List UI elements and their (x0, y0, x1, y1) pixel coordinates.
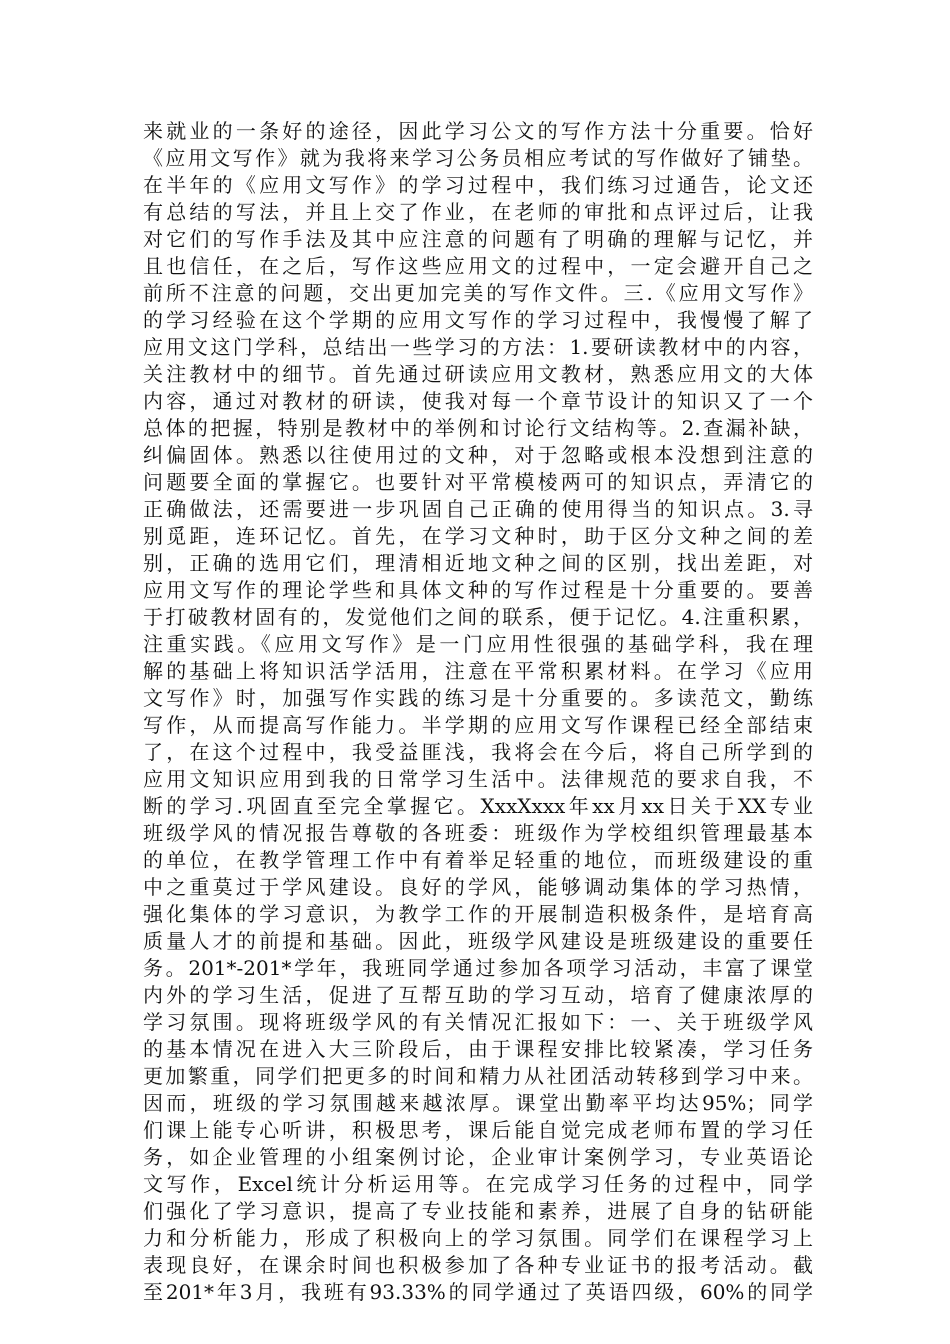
text-line: 断的学习.巩固直至完全掌握它。XxxXxxx年xx月xx日关于XX专业 (143, 794, 813, 818)
text-line: 务。201*-201*学年，我班同学通过参加各项学习活动，丰富了课堂 (143, 956, 813, 980)
text-line: 班级学风的情况报告尊敬的各班委：班级作为学校组织管理最基本 (143, 821, 813, 845)
text-line: 学习氛围。现将班级学风的有关情况汇报如下：一、关于班级学风 (143, 1010, 813, 1034)
text-line: 们课上能专心听讲，积极思考，课后能自觉完成老师布置的学习任 (143, 1118, 813, 1142)
text-line: 务，如企业管理的小组案例讨论，企业审计案例学习，专业英语论 (143, 1145, 813, 1169)
body-text (143, 118, 813, 1306)
text-line: 应用文知识应用到我的日常学习生活中。法律规范的要求自我，不 (143, 767, 813, 791)
text-line: 中之重莫过于学风建设。良好的学风，能够调动集体的学习热情， (143, 875, 813, 899)
text-line: 强化集体的学习意识，为教学工作的开展制造积极条件，是培育高 (143, 902, 813, 926)
text-line: 前所不注意的问题，交出更加完美的写作文件。三.《应用文写作》 (143, 281, 813, 305)
text-line: 们强化了学习意识，提高了专业技能和素养，进展了自身的钻研能 (143, 1199, 813, 1223)
text-line: 别觅距，连环记忆。首先，在学习文种时，助于区分文种之间的差 (143, 524, 813, 548)
text-line: 《应用文写作》就为我将来学习公务员相应考试的写作做好了铺垫。 (143, 146, 813, 170)
text-line: 了，在这个过程中，我受益匪浅，我将会在今后，将自己所学到的 (143, 740, 813, 764)
text-line: 文写作，Excel统计分析运用等。在完成学习任务的过程中，同学 (143, 1172, 813, 1196)
text-line: 问题要全面的掌握它。也要针对平常模棱两可的知识点，弄清它的 (143, 470, 813, 494)
text-line: 的学习经验在这个学期的应用文写作的学习过程中，我慢慢了解了 (143, 308, 813, 332)
text-line: 对它们的写作手法及其中应注意的问题有了明确的理解与记忆，并 (143, 227, 813, 251)
text-line: 内容，通过对教材的研读，使我对每一个章节设计的知识又了一个 (143, 389, 813, 413)
text-line: 表现良好，在课余时间也积极参加了各种专业证书的报考活动。截 (143, 1253, 813, 1277)
text-line: 文写作》时，加强写作实践的练习是十分重要的。多读范文，勤练 (143, 686, 813, 710)
text-line: 在半年的《应用文写作》的学习过程中，我们练习过通告，论文还 (143, 173, 813, 197)
text-line: 注重实践。《应用文写作》是一门应用性很强的基础学科，我在理 (143, 632, 813, 656)
text-line: 更加繁重，同学们把更多的时间和精力从社团活动转移到学习中来。 (143, 1064, 813, 1088)
text-line: 力和分析能力，形成了积极向上的学习氛围。同学们在课程学习上 (143, 1226, 813, 1250)
text-line: 纠偏固体。熟悉以往使用过的文种，对于忽略或根本没想到注意的 (143, 443, 813, 467)
text-line: 解的基础上将知识活学活用，注意在平常积累材料。在学习《应用 (143, 659, 813, 683)
text-line: 于打破教材固有的，发觉他们之间的联系，便于记忆。4.注重积累， (143, 605, 813, 629)
text-line: 的单位，在教学管理工作中有着举足轻重的地位，而班级建设的重 (143, 848, 813, 872)
text-line: 应用文这门学科，总结出一些学习的方法：1.要研读教材中的内容， (143, 335, 813, 359)
text-line: 有总结的写法，并且上交了作业，在老师的审批和点评过后，让我 (143, 200, 813, 224)
text-line: 且也信任，在之后，写作这些应用文的过程中，一定会避开自己之 (143, 254, 813, 278)
text-line: 总体的把握，特别是教材中的举例和讨论行文结构等。2.查漏补缺， (143, 416, 813, 440)
text-line: 应用文写作的理论学些和具体文种的写作过程是十分重要的。要善 (143, 578, 813, 602)
text-line: 内外的学习生活，促进了互帮互助的学习互动，培育了健康浓厚的 (143, 983, 813, 1007)
text-line: 质量人才的前提和基础。因此，班级学风建设是班级建设的重要任 (143, 929, 813, 953)
text-line: 别，正确的选用它们，理清相近地文种之间的区别，找出差距，对 (143, 551, 813, 575)
text-line: 正确做法，还需要进一步巩固自己正确的使用得当的知识点。3.寻 (143, 497, 813, 521)
text-line: 因而，班级的学习氛围越来越浓厚。课堂出勤率平均达95%；同学 (143, 1091, 813, 1115)
text-line: 关注教材中的细节。首先通过研读应用文教材，熟悉应用文的大体 (143, 362, 813, 386)
text-line: 来就业的一条好的途径，因此学习公文的写作方法十分重要。恰好 (143, 119, 813, 143)
text-line: 的基本情况在进入大三阶段后，由于课程安排比较紧凑，学习任务 (143, 1037, 813, 1061)
text-line: 写作，从而提高写作能力。半学期的应用文写作课程已经全部结束 (143, 713, 813, 737)
text-line: 至201*年3月，我班有93.33%的同学通过了英语四级，60%的同学 (143, 1280, 813, 1304)
